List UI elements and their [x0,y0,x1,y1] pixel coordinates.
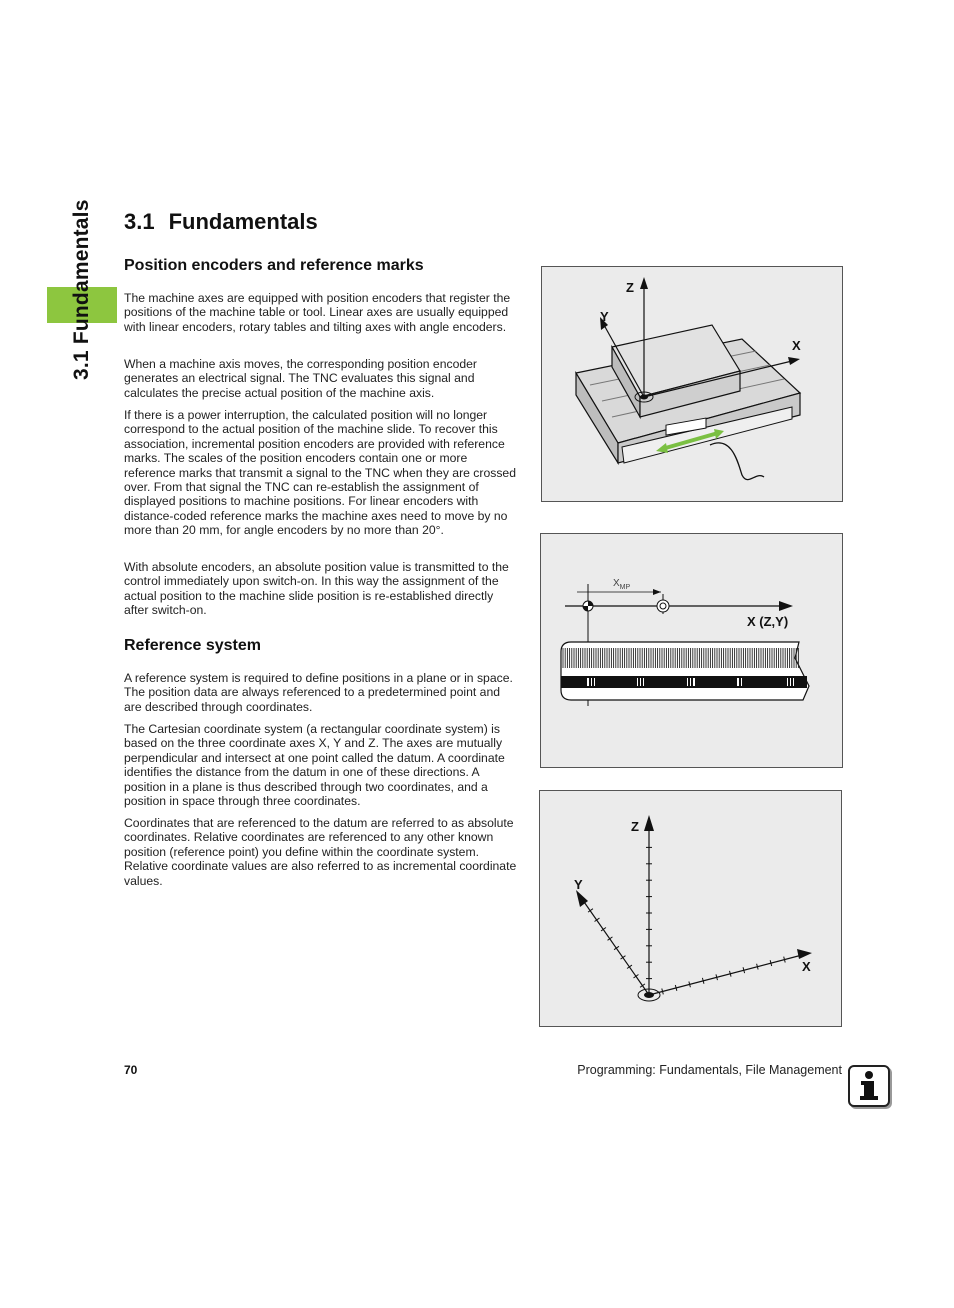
paragraph: When a machine axis moves, the corresponding position encoder generates an electrical signal. The TNC evaluates this signal and calculates the precise actual position of the machine axis. [124,357,477,400]
encoder-scale-illustration [541,534,844,769]
figure-machine-table [541,266,843,502]
figure-encoder-scale [540,533,843,768]
info-glyph [850,1067,888,1105]
xmp-subscript: MP [619,584,631,591]
paragraph: A reference system is required to define positions in a plane or in space. The position data are always referenced to a predetermined point and are described through coordinates. [124,671,513,714]
chapter-title-text: Fundamentals [168,209,318,234]
axis-label-x: X [802,959,811,974]
paragraph: Coordinates that are referenced to the datum are referred to as absolute coordinates. Relative coordinates are referenced to any other known position (reference point) you define within the coordinate system. Relative coordinate values are also referred to as incremental coordinate values. [124,816,517,888]
xmp-label: X [613,578,620,589]
axis-ticks [588,847,785,994]
page-number: 70 [124,1063,138,1077]
axis-label-x: X [792,338,801,353]
section-title-encoders: Position encoders and reference marks [124,257,424,274]
figure-cartesian-axes [539,790,842,1027]
axis-label-y: Y [574,877,583,892]
footer-chapter-text: Programming: Fundamentals, File Management [577,1063,842,1077]
cartesian-axes-illustration [540,791,843,1028]
chapter-number: 3.1 [124,209,155,234]
section-title-reference-system: Reference system [124,637,261,654]
svg-text:XMP [613,578,631,591]
info-icon [848,1065,890,1107]
machine-table-illustration [542,267,844,503]
paragraph: The machine axes are equipped with position encoders that register the positions of the machine table or tool. Linear axes are usually equipped with linear encoders, rotary tables and tilting axes with angle encoders. [124,291,511,334]
axis-label-x-z-y: X (Z,Y) [747,614,789,629]
paragraph: With absolute encoders, an absolute position value is transmitted to the control immediately upon switch-on. In this way the assignment of the actual position to the machine slide position is re-established directly after switch-on. [124,560,509,618]
side-tab-title: 3.1 Fundamentals [70,199,93,380]
paragraph: If there is a power interruption, the calculated position will no longer correspond to the actual position of the machine slide. To recover this association, incremental position encoders are provided with reference marks. The scales of the position encoders contain one or more reference marks that transmit a signal to the TNC when they are crossed over. From that signal the TNC can re-establish the assignment of displayed positions to machine positions. For linear encoders with distance-coded reference marks the machine axes need to move by no more than 20 mm, for angle encoders by no more than 20°. [124,408,516,538]
axis-label-z: Z [631,819,639,834]
axis-label-y: Y [600,309,609,324]
axis-label-z: Z [626,280,634,295]
paragraph: The Cartesian coordinate system (a rectangular coordinate system) is based on the three coordinate axes X, Y and Z. The axes are mutually perpendicular and intersect at one point called the datum. A coordinate identifies the distance from the datum in one of these directions. A position in a plane is thus described through two coordinates, and a position in space through three coordinates. [124,722,505,809]
page-title [124,209,318,235]
